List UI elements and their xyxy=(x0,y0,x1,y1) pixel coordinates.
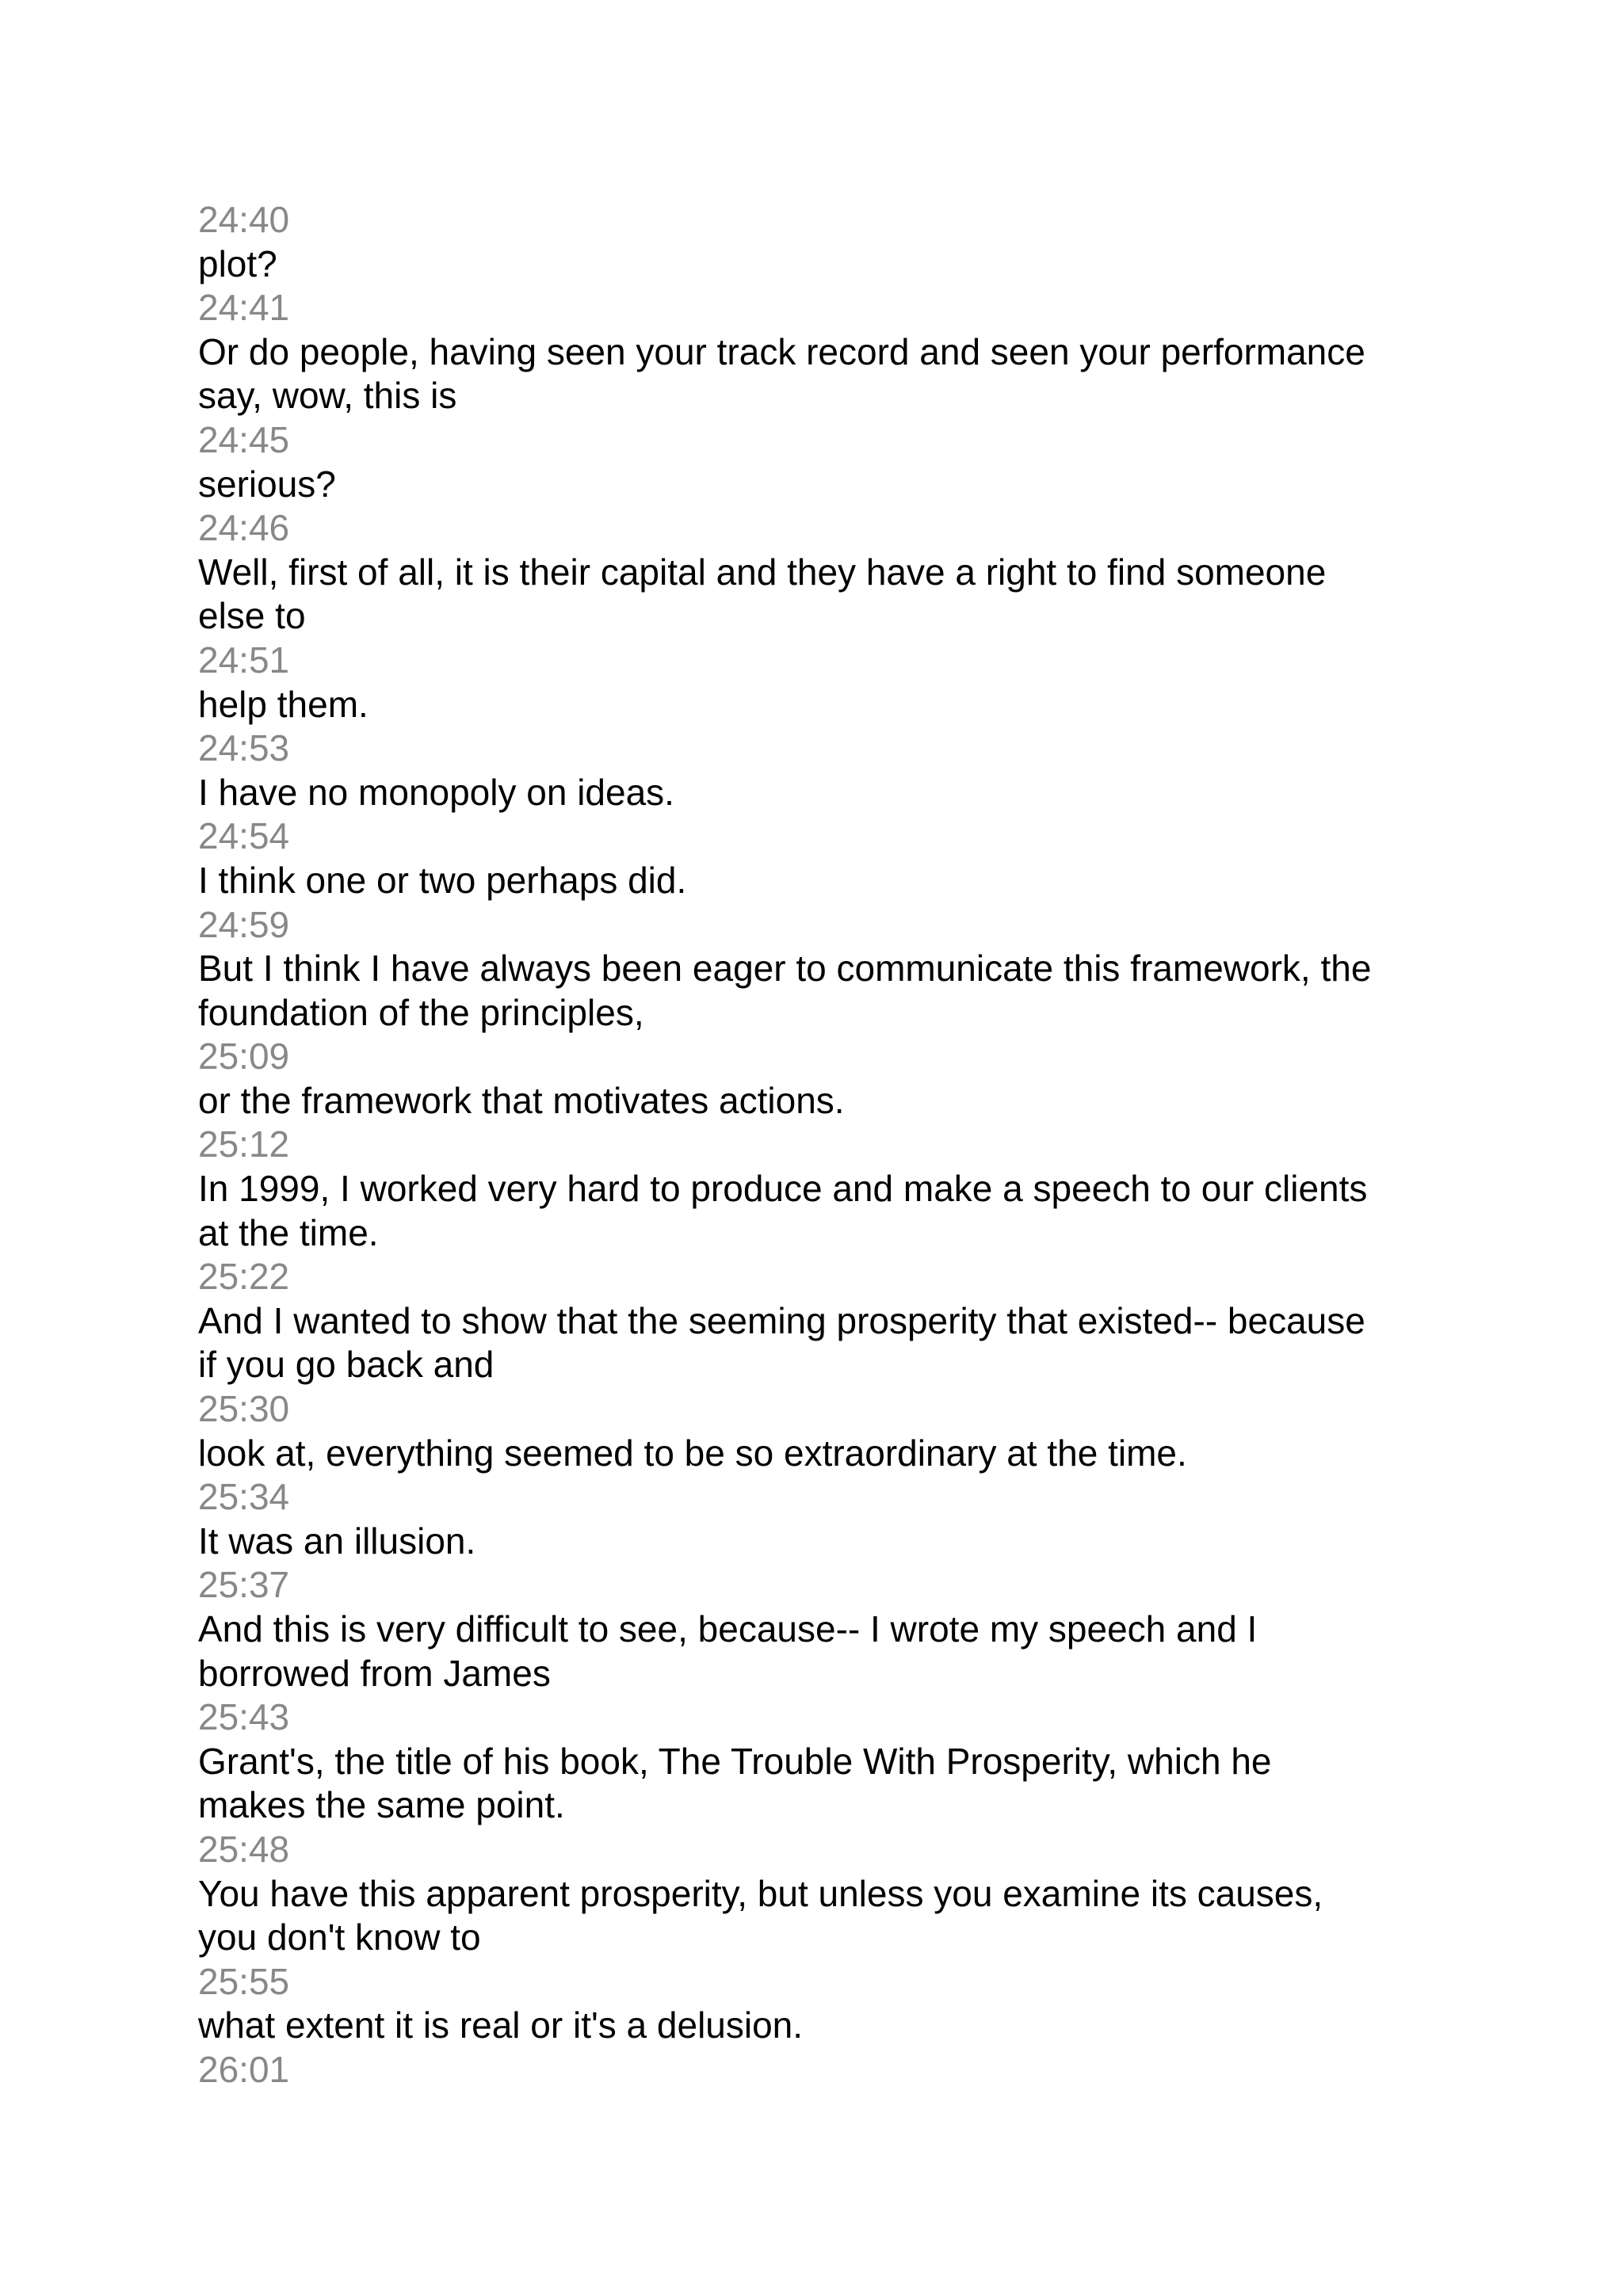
timestamp: 25:12 xyxy=(198,1123,290,1165)
timestamp: 24:45 xyxy=(198,418,290,460)
timestamp: 26:01 xyxy=(198,2048,290,2090)
transcript-entry xyxy=(198,1695,1506,1828)
transcript-entry xyxy=(198,814,1506,902)
transcript-page xyxy=(198,198,1506,2092)
transcript-entry xyxy=(198,639,1506,727)
transcript-entry xyxy=(198,1475,1506,1563)
transcript-entry xyxy=(198,1828,1506,1960)
timestamp: 24:41 xyxy=(198,287,290,329)
transcript-entry xyxy=(198,2048,1506,2092)
timestamp: 25:30 xyxy=(198,1388,290,1430)
timestamp: 24:51 xyxy=(198,639,290,681)
timestamp: 25:37 xyxy=(198,1564,290,1606)
transcript-text: or the framework that motivates actions. xyxy=(198,1079,845,1121)
transcript-text: In 1999, I worked very hard to produce and make a speech to our clients at the time. xyxy=(198,1168,1368,1253)
transcript-text: look at, everything seemed to be so extraordinary at the time. xyxy=(198,1432,1187,1474)
transcript-text: I have no monopoly on ideas. xyxy=(198,771,674,813)
transcript-entry xyxy=(198,727,1506,814)
transcript-text: And this is very difficult to see, because-- I wrote my speech and I borrowed from James xyxy=(198,1608,1258,1694)
timestamp: 25:48 xyxy=(198,1828,290,1870)
timestamp: 24:40 xyxy=(198,199,290,240)
transcript-entry xyxy=(198,1035,1506,1123)
timestamp: 24:53 xyxy=(198,727,290,769)
transcript-text: plot? xyxy=(198,242,277,284)
timestamp: 25:09 xyxy=(198,1035,290,1077)
transcript-entry xyxy=(198,198,1506,286)
transcript-text: It was an illusion. xyxy=(198,1520,476,1562)
transcript-entry xyxy=(198,1255,1506,1387)
transcript-text: And I wanted to show that the seeming prosperity that existed-- because if you go back and xyxy=(198,1299,1365,1386)
transcript-text: Or do people, having seen your track record and seen your performance say, wow, this is xyxy=(198,330,1365,417)
timestamp: 24:46 xyxy=(198,507,290,549)
transcript-entry xyxy=(198,506,1506,639)
timestamp: 24:54 xyxy=(198,815,290,857)
transcript-text: serious? xyxy=(198,463,336,505)
transcript-entry xyxy=(198,418,1506,506)
transcript-entry xyxy=(198,1123,1506,1255)
transcript-text: Grant's, the title of his book, The Trouble With Prosperity, which he makes the same point. xyxy=(198,1740,1272,1826)
transcript-entry xyxy=(198,1387,1506,1475)
transcript-entry xyxy=(198,1960,1506,2048)
transcript-entry xyxy=(198,1563,1506,1695)
transcript-text: You have this apparent prosperity, but unless you examine its causes, you don't know to xyxy=(198,1872,1323,1958)
transcript-text: what extent it is real or it's a delusion. xyxy=(198,2004,804,2046)
transcript-text: But I think I have always been eager to communicate this framework, the foundation of the principles, xyxy=(198,948,1372,1033)
timestamp: 24:59 xyxy=(198,903,290,945)
timestamp: 25:55 xyxy=(198,1960,290,2002)
transcript-entry xyxy=(198,903,1506,1035)
transcript-text: help them. xyxy=(198,683,369,725)
transcript-entry xyxy=(198,286,1506,418)
timestamp: 25:34 xyxy=(198,1476,290,1518)
transcript-text: Well, first of all, it is their capital and they have a right to find someone else to xyxy=(198,551,1327,637)
transcript-text: I think one or two perhaps did. xyxy=(198,859,687,901)
timestamp: 25:22 xyxy=(198,1256,290,1298)
timestamp: 25:43 xyxy=(198,1696,290,1738)
